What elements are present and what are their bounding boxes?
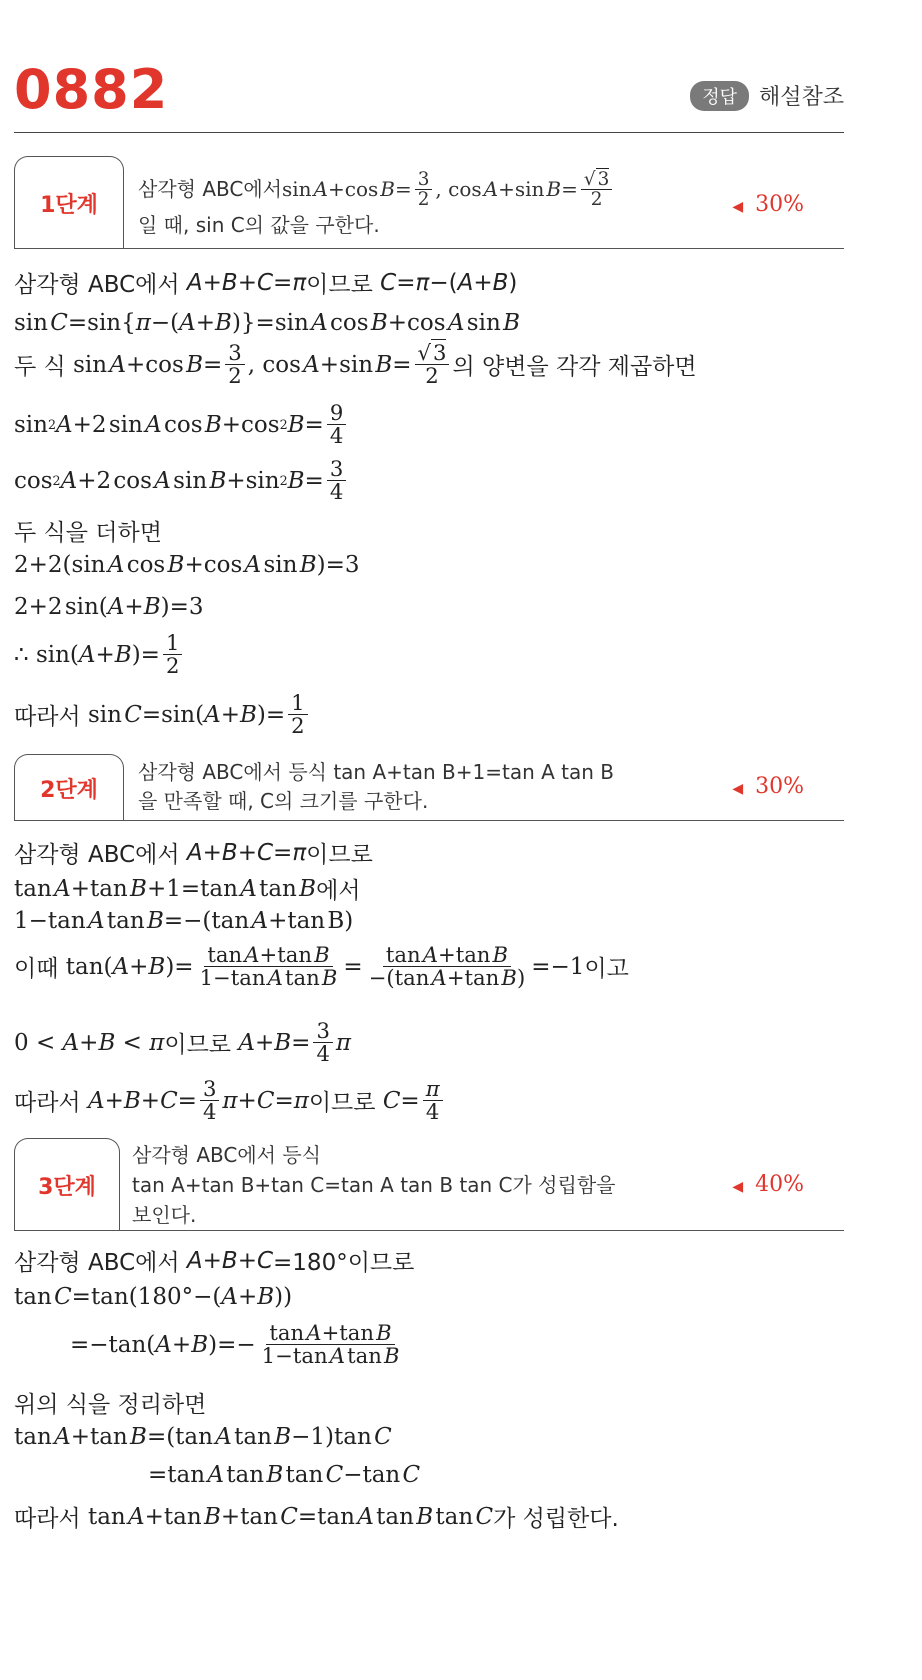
- answer-text: 해설참조: [758, 85, 844, 110]
- step-1-desc-line2: 일 때, sin C의 값을 구한다.: [138, 212, 380, 237]
- answer-badge: 정답: [690, 81, 749, 111]
- step-1-description: [138, 170, 615, 241]
- solution-2-line-4: 이때 tan( A + B )= $\frac{\text{tan A+tan B}}{\text{1−tan A tan B}}$ = $\frac{\text{tan A+tan B}}{\text{−(tan A+tan B)}}$ =−1 이고: [14, 942, 629, 991]
- step-1-box: [14, 156, 844, 249]
- step-3-box: [14, 1138, 844, 1231]
- step-3-description: [132, 1140, 615, 1230]
- solution-1-line-5: cos 2 A +2 cos A sin B +sin 2 B = $\frac{3}{4}$: [14, 458, 349, 503]
- solution-1-line-4: sin 2 A +2 sin A cos B +cos 2 B = $\frac{9}{4}$: [14, 402, 349, 447]
- solution-3-line-6: =tan A tan B tan C −tan C: [148, 1462, 421, 1488]
- solution-1-line-1: 삼각형 ABC에서 A + B + C = π 이므로 C = π −( A + B ): [14, 269, 518, 298]
- solution-1-line-6: 두 식을 더하면: [14, 520, 162, 546]
- step-1-desc-math: sin A +cos B = $\frac{3}{2}$ , cos A +sin B = $\frac{√ 3}{2}$: [282, 170, 615, 210]
- solution-1-line-7: 2+2(sin A cos B +cos A sin B )=3: [14, 552, 360, 578]
- solution-1-line-10: 따라서 sin C =sin( A + B )= $\frac{1}{2}$: [14, 692, 311, 737]
- step-2-desc-line1: 삼각형 ABC에서 등식 tan A+tan B+1=tan A tan B: [138, 760, 615, 784]
- step-3-desc-line1: 삼각형 ABC에서 등식: [132, 1143, 321, 1167]
- step-1-desc-prefix: 삼각형 ABC에서: [138, 177, 282, 202]
- step-2-desc-line2: 을 만족할 때, C의 크기를 구한다.: [138, 789, 429, 813]
- step-1-tab: 1단계: [14, 156, 124, 249]
- step-1-percent: ◀ 30%: [732, 192, 804, 217]
- solution-3-line-5: tan A +tan B =(tan A tan B −1)tan C: [14, 1424, 392, 1450]
- step-3-tab: 3단계: [14, 1138, 120, 1231]
- answer-box: [690, 80, 844, 111]
- step-3-desc-line2: tan A+tan B+tan C=tan A tan B tan C가 성립함을: [132, 1173, 616, 1197]
- solution-1-line-9: ∴ sin( A + B )= $\frac{1}{2}$: [14, 632, 185, 677]
- solution-2-line-1: 삼각형 ABC에서 A + B + C = π 이므로: [14, 839, 373, 868]
- solution-2-line-6: 따라서 A + B + C = $\frac{3}{4}$ π + C = π 이므로 C = $\frac{\pi}{4}$: [14, 1078, 446, 1123]
- solution-1-line-8: 2+2 sin( A + B )=3: [14, 594, 204, 620]
- solution-3-line-1: 삼각형 ABC에서 A + B + C =180°이므로: [14, 1247, 415, 1276]
- solution-2-line-2: tan A +tan B +1=tan A tan B 에서: [14, 875, 361, 904]
- solution-1-line-3: 두 식 sin A +cos B = $\frac{3}{2}$ , cos A +sin B = $\frac{√3}{2}$ 의 양변을 각각 제곱하면: [14, 340, 697, 389]
- step-2-tab: 2단계: [14, 754, 124, 821]
- solution-3-line-2: tan C =tan(180°−( A + B )): [14, 1284, 293, 1310]
- step-2-box: [14, 754, 844, 821]
- step-3-percent: ◀ 40%: [732, 1172, 804, 1197]
- solution-2-line-3: 1−tan A tan B =−(tan A +tan B): [14, 908, 354, 934]
- solution-1-line-2: sin C =sin{ π −( A + B )}=sin A cos B +cos A sin B: [14, 310, 520, 336]
- solution-3-line-7: 따라서 tan A +tan B +tan C =tan A tan B tan C 가 성립한다.: [14, 1503, 619, 1532]
- header-divider: [14, 132, 844, 133]
- step-2-description: [138, 758, 614, 816]
- step-3-desc-line3: 보인다.: [132, 1203, 197, 1227]
- solution-3-line-4: 위의 식을 정리하면: [14, 1392, 207, 1418]
- solution-2-line-5: 0 < A + B < π 이므로 A + B = $\frac{3}{4}$ π: [14, 1018, 352, 1067]
- problem-number: 0882: [14, 58, 169, 121]
- solution-3-line-3: =−tan( A + B )=− $\frac{\text{tan A+tan B}}{\text{1−tan A tan B}}$: [70, 1320, 400, 1369]
- step-2-percent: ◀ 30%: [732, 774, 804, 799]
